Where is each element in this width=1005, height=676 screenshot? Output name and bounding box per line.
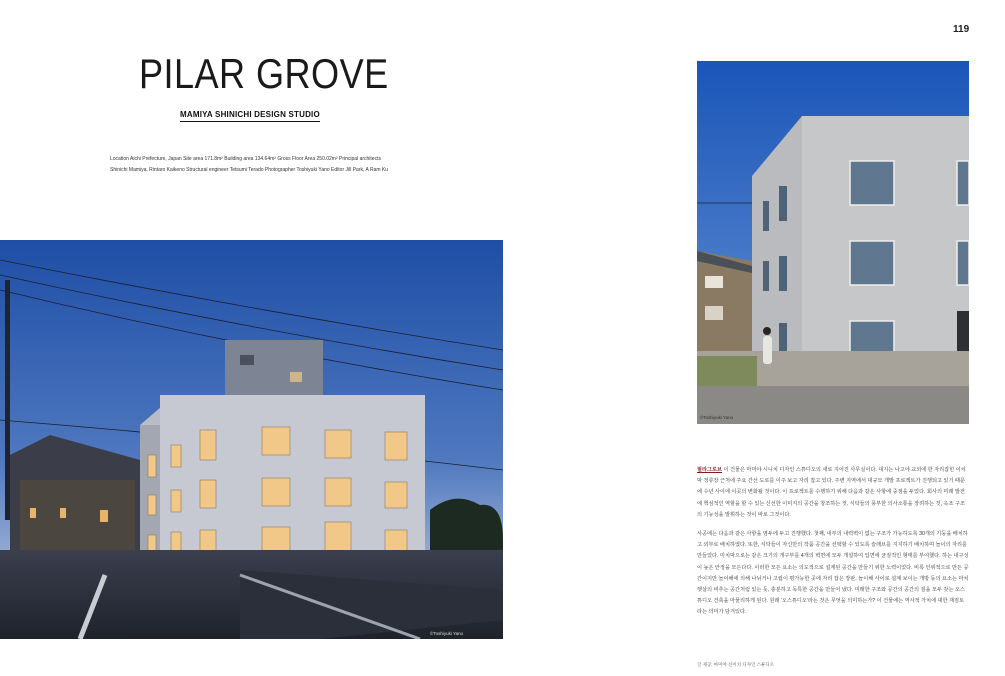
right-photo-credit: ©Toshiyuki Yano [700, 415, 734, 420]
building-dusk-photo [0, 240, 503, 639]
studio-name: MAMIYA SHINICHI DESIGN STUDIO [180, 110, 320, 122]
lead-in: 필라그로브 [697, 467, 723, 473]
body-paragraph-1-text: 이 건물은 마미야 시니치 디자인 스튜디오의 새로 지어진 사무실이다. 대지는 나고야 교외에 한 자리잡힌 이치막 정류장 근처에 주요 간선 도로를 이주 보고 자리 잡고 있다. 주변 지역에서 대규모 개발 프로젝트가 진행되고 있기 때문에 수년 사이에 이곳의 변화될 것이다. 이 프로젝트를 수행하기 위해 다음과 같은 사항에 중점을 두었다. 회사의 미래 발전에 핵심적인 역할을 할 수 있는 신선한 이미지의 공간을 창조하는 것, 식탁들의 풍부한 의사소통을 장려하는 것, 옥조 구조의 기능성을 발휘하는 것이 바로 그것이다. [697, 467, 966, 518]
body-paragraph-2: 사공에는 다음과 같은 사항을 염두에 두고 진행했다. 첫째, 내부의 내력벽이 없는 구조가 가능하도록 30개의 기둥을 배치하고 외부로 배치하였다. 또한, 식탁들이 자신만의 작품 공간을 선택할 수 있도록 슬래브를 지지하기 배치하며 놀이의 자리를 만들었다. 미치막으로는 같은 크기의 개구부를 4개의 벽면에 모두 개설하여 입면에 균질적인 형태를 부여했다. 하는 내구성이 높은 안정을 모든다다. 이러한 모든 요소는 의도적으로 설계된 공간을 만들기 위한 노력이었다. 비록 인위적으로 만든 공간이지만 놀이해에 의해 나뉘거나 고립이 평가능한 곳에 자리 잡은 장판, 놀이해 사이로 설계 보이는 개방 동의 요소는 마치 햇살의 비추는 공간처럼 있는 듯, 충분하고 독특한 공간을 만들어 냈다. 미래한 구조와 공간의 공간의 질을 모두 갖는 오스튜디오 건축을 마물리하게 된다. 원래 '오스튜디오'라는 것은 무엇을 의미하는가? 이 건물에는 역사적 가치에 대한 재검토라는 의미가 담겨있다. [697, 531, 969, 616]
article-title: PILAR GROVE [139, 50, 389, 97]
building-day-photo [697, 61, 969, 424]
left-photo-credit: ©Toshiyuki Yano [430, 631, 464, 636]
project-credits [110, 154, 410, 176]
credits-line-1: Location Aichi Prefecture, Japan Site area 171.8m² Building area 134.64m² Gross Floor Area 250.02m² Principal architects [110, 156, 381, 162]
body-paragraph-1 [697, 465, 969, 521]
byline: 글 제공: 마미야 신이치 디자인 스튜디오 [697, 662, 775, 667]
article-body [697, 465, 969, 627]
page-number: 119 [953, 24, 970, 35]
credits-line-2: Shinichi Mamiya, Rintaro Kaikeno Structural engineer Tetsumi Terado Photographer Toshiyuki Yano Editor Jill Park, A Ram Ku [110, 167, 389, 173]
